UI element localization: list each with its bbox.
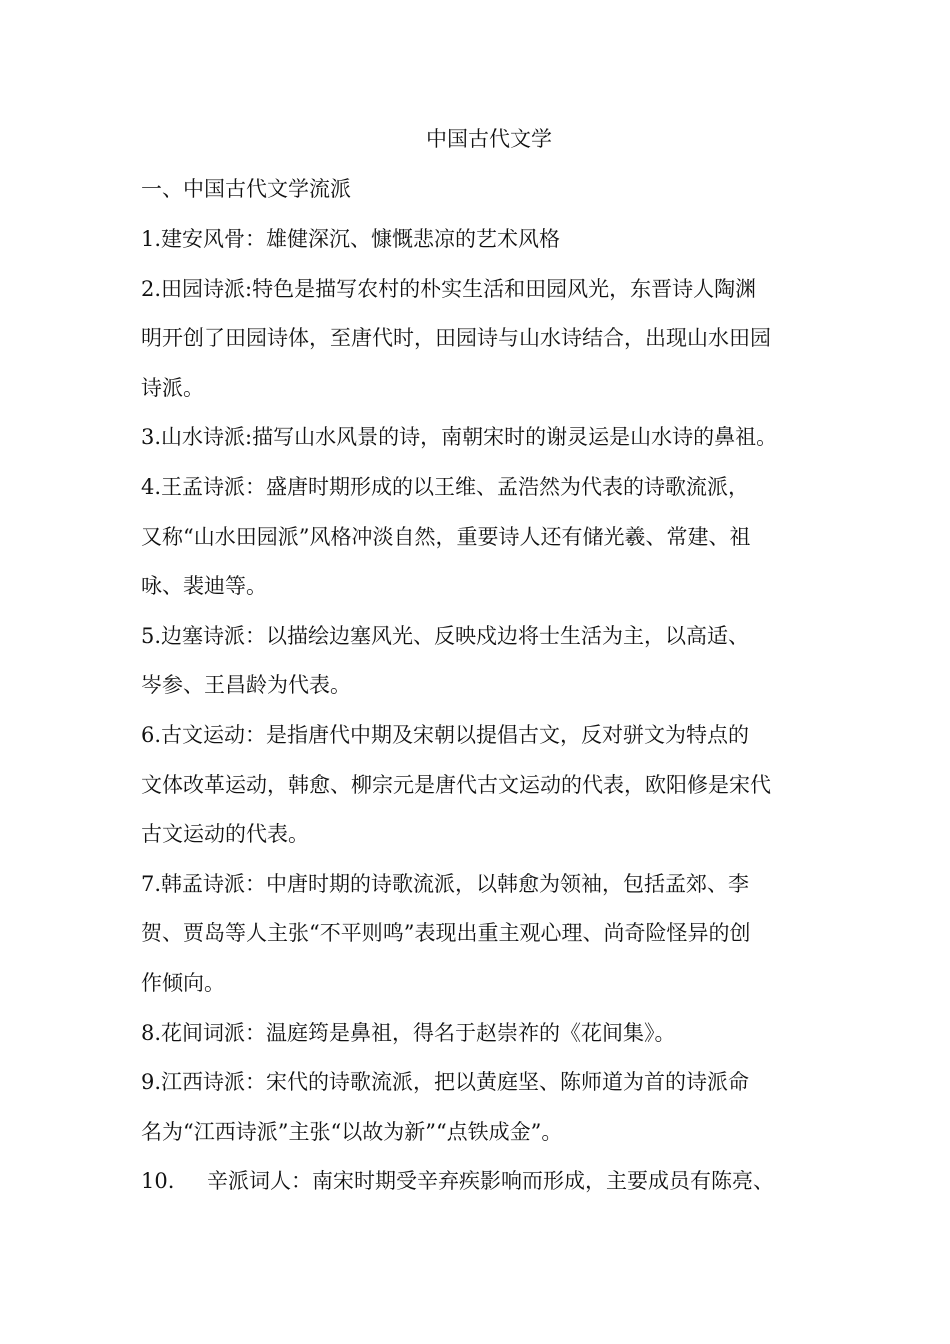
- item-line: [141, 819, 841, 869]
- item-line: [141, 472, 841, 522]
- item-text: 古文运动：是指唐代中期及宋朝以提倡古文，反对骈文为特点的: [161, 722, 750, 747]
- item-line: [141, 720, 841, 770]
- item-number: 2.: [141, 276, 162, 301]
- item-line: [141, 571, 841, 621]
- item-text: 古文运动的代表。: [141, 822, 309, 847]
- item-line: [141, 770, 841, 820]
- item-line: [141, 1018, 841, 1068]
- list-item: [141, 224, 841, 274]
- item-text: 文体改革运动，韩愈、柳宗元是唐代古文运动的代表，欧阳修是宋代: [141, 772, 771, 797]
- item-text: 辛派词人：南宋时期受辛弃疾影响而形成，主要成员有陈亮、: [207, 1169, 774, 1194]
- item-text: 作倾向。: [141, 970, 225, 995]
- item-text: 咏、裴迪等。: [141, 574, 267, 599]
- item-number: 3.: [141, 425, 162, 450]
- list-item: [141, 869, 841, 1018]
- item-text: 诗派。: [141, 375, 204, 400]
- item-text: 名为“江西诗派”主张“以故为新”“点铁成金”。: [141, 1119, 563, 1144]
- item-text: 又称“山水田园派”风格冲淡自然，重要诗人还有储光羲、常建、祖: [141, 524, 751, 549]
- item-line: [141, 670, 841, 720]
- item-line: [141, 918, 841, 968]
- item-line: [141, 1166, 841, 1216]
- item-number: 9.: [141, 1070, 162, 1095]
- item-text: 韩孟诗派：中唐时期的诗歌流派，以韩愈为领袖，包括孟郊、李: [161, 871, 750, 896]
- item-text: 花间词派：温庭筠是鼻祖，得名于赵崇祚的《花间集》。: [161, 1020, 676, 1045]
- item-number: 10.: [141, 1169, 175, 1194]
- item-text: 明开创了田园诗体，至唐代时，田园诗与山水诗结合，出现山水田园: [141, 326, 771, 351]
- list-item: [141, 1166, 841, 1216]
- item-line: [141, 968, 841, 1018]
- item-line: [141, 1117, 841, 1167]
- item-number: 4.: [141, 474, 162, 499]
- item-number: 5.: [141, 623, 162, 648]
- list-item: [141, 1067, 841, 1166]
- item-line: [141, 224, 841, 274]
- list-item: [141, 621, 841, 720]
- item-line: [141, 1067, 841, 1117]
- item-line: [141, 869, 841, 919]
- item-number: 7.: [141, 871, 162, 896]
- item-text: 岑参、王昌龄为代表。: [141, 673, 351, 698]
- item-line: [141, 422, 841, 472]
- item-text: 建安风骨：雄健深沉、慷慨悲凉的艺术风格: [161, 227, 561, 251]
- item-text: 田园诗派:特色是描写农村的朴实生活和田园风光，东晋诗人陶渊: [161, 276, 757, 301]
- item-line: [141, 522, 841, 572]
- item-number: 1.: [141, 227, 162, 251]
- list-item: [141, 720, 841, 869]
- list-item: [141, 422, 841, 472]
- item-line: [141, 621, 841, 671]
- list-item: [141, 1018, 841, 1068]
- item-text: 江西诗派：宋代的诗歌流派，把以黄庭坚、陈师道为首的诗派命: [161, 1070, 750, 1095]
- list-item: [141, 274, 841, 423]
- item-line: [141, 274, 841, 324]
- item-text: 山水诗派:描写山水风景的诗，南朝宋时的谢灵运是山水诗的鼻祖。: [161, 425, 778, 450]
- item-number: 8.: [141, 1020, 162, 1045]
- item-text: 王孟诗派：盛唐时期形成的以王维、孟浩然为代表的诗歌流派，: [161, 474, 750, 499]
- item-list: [141, 224, 841, 1216]
- document-title: 中国古代文学: [426, 127, 552, 151]
- item-line: [141, 373, 841, 423]
- item-line: [141, 323, 841, 373]
- item-number: 6.: [141, 722, 162, 747]
- item-text: 贺、贾岛等人主张“不平则鸣”表现出重主观心理、尚奇险怪异的创: [141, 921, 751, 946]
- list-item: [141, 472, 841, 621]
- item-text: 边塞诗派：以描绘边塞风光、反映戍边将士生活为主，以高适、: [161, 623, 750, 648]
- section-heading: 一、中国古代文学流派: [141, 177, 351, 201]
- document-body: [141, 174, 841, 1216]
